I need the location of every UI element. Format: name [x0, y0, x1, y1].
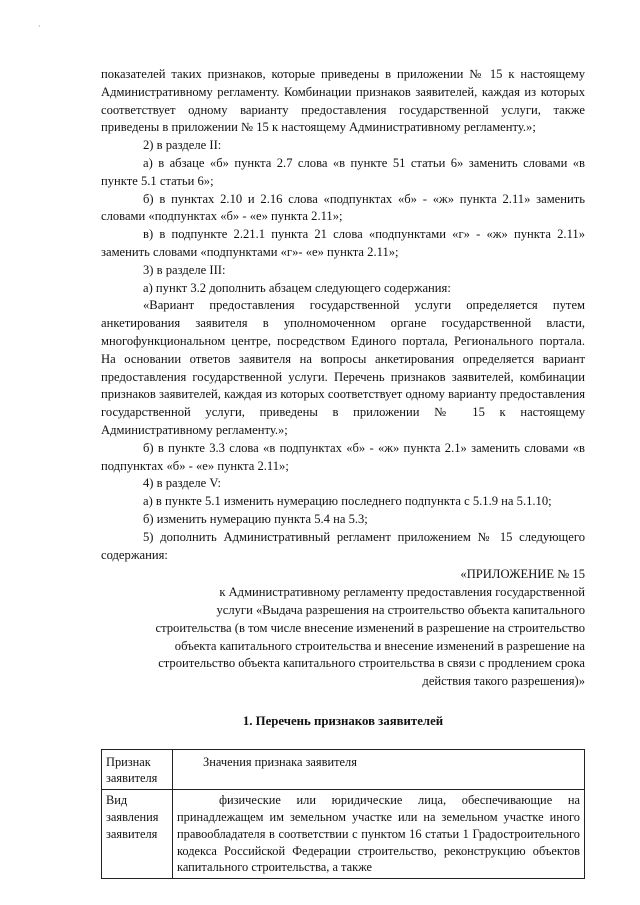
document-body [101, 66, 585, 879]
paragraph: 2) в разделе II: [143, 138, 222, 153]
table-cell: Вид заявления заявителя [102, 790, 173, 879]
paragraph: а) в абзаце «б» пункта 2.7 слова «в пункте 51 статьи 6» заменить словами «в пункте 5.1 статьи 6»; [101, 155, 585, 188]
paragraph: б) изменить нумерацию пункта 5.4 на 5.3; [143, 511, 368, 526]
appendix-line: строительства (в том числе внесение изменений в разрешение на строительство [155, 620, 585, 635]
appendix-line: услуги «Выдача разрешения на строительство объекта капитального [216, 602, 585, 617]
applicant-signs-table [101, 749, 585, 880]
paragraph: б) в пунктах 2.10 и 2.16 слова «подпунктах «б» - «ж» пункта 2.11» заменить словами «подпунктах «б» - «е» пункта 2.11»; [101, 191, 585, 224]
table-cell [173, 790, 585, 879]
table-header-row [102, 749, 585, 790]
corner-mark: · [38, 22, 41, 31]
table-row [102, 790, 585, 879]
section-title: 1. Перечень признаков заявителей [242, 713, 444, 728]
paragraph: 5) дополнить Административный регламент приложением № 15 следующего содержания: [101, 529, 585, 562]
appendix-line: объекта капитального строительства и внесение изменений в разрешение на [174, 638, 585, 653]
paragraph: 4) в разделе V: [143, 476, 222, 491]
paragraph: 3) в разделе III: [143, 262, 226, 277]
paragraph: в) в подпункте 2.21.1 пункта 21 слова «подпунктами «г» - «ж» пункта 2.11» заменить словами «подпунктами «г»- «е» пункта 2.11»; [101, 227, 585, 259]
appendix-title: «ПРИЛОЖЕНИЕ № 15 [460, 567, 585, 582]
paragraph: показателей таких признаков, которые приведены в приложении № 15 к настоящему Административному регламенту. Комбинации признаков заявителей, каждая из которых соответствует одному варианту предоставления государственной услуги, также приведены в приложении № 15 к настоящему Административному регламенту.»; [101, 67, 585, 135]
appendix-line: действия такого разрешения)» [422, 674, 585, 689]
appendix-line: строительство объекта капитального строительства в связи с продлением срока [158, 656, 585, 671]
table-header-cell: Признак заявителя [102, 749, 173, 790]
table-cell-text: физические или юридические лица, обеспечивающие на принадлежащем им земельном участке или на земельном участке иного правообладателя в соответствии с пунктом 16 статьи 1 Градостроительного кодекса Российской Федерации строительство, реконструкцию объектов капитального строительства, а также [177, 793, 580, 875]
paragraph: «Вариант предоставления государственной услуги определяется путем анкетирования заявителя в уполномоченном органе государственной власти, многофункциональном центре, посредством Единого портала, Регионального портала. На основании ответов заявителя на вопросы анкетирования определяется вариант предоставления государственной услуги. Перечень признаков заявителей, комбинации признаков заявителей, каждая из которых соответствует одному варианту предоставления государственной услуги, приведены в приложении № 15 к настоящему Административному регламенту.»; [101, 298, 585, 437]
table-header-cell: Значения признака заявителя [173, 749, 585, 790]
appendix-heading [101, 566, 585, 691]
paragraph: а) пункт 3.2 дополнить абзацем следующего содержания: [143, 280, 451, 295]
paragraph: б) в пункте 3.3 слова «в подпунктах «б» - «ж» пункта 2.1» заменить словами «в подпунктах «б» - «е» пункта 2.11»; [101, 440, 585, 473]
appendix-line: к Административному регламенту предоставления государственной [219, 585, 585, 600]
paragraph: а) в пункте 5.1 изменить нумерацию последнего подпункта с 5.1.9 на 5.1.10; [143, 494, 552, 509]
